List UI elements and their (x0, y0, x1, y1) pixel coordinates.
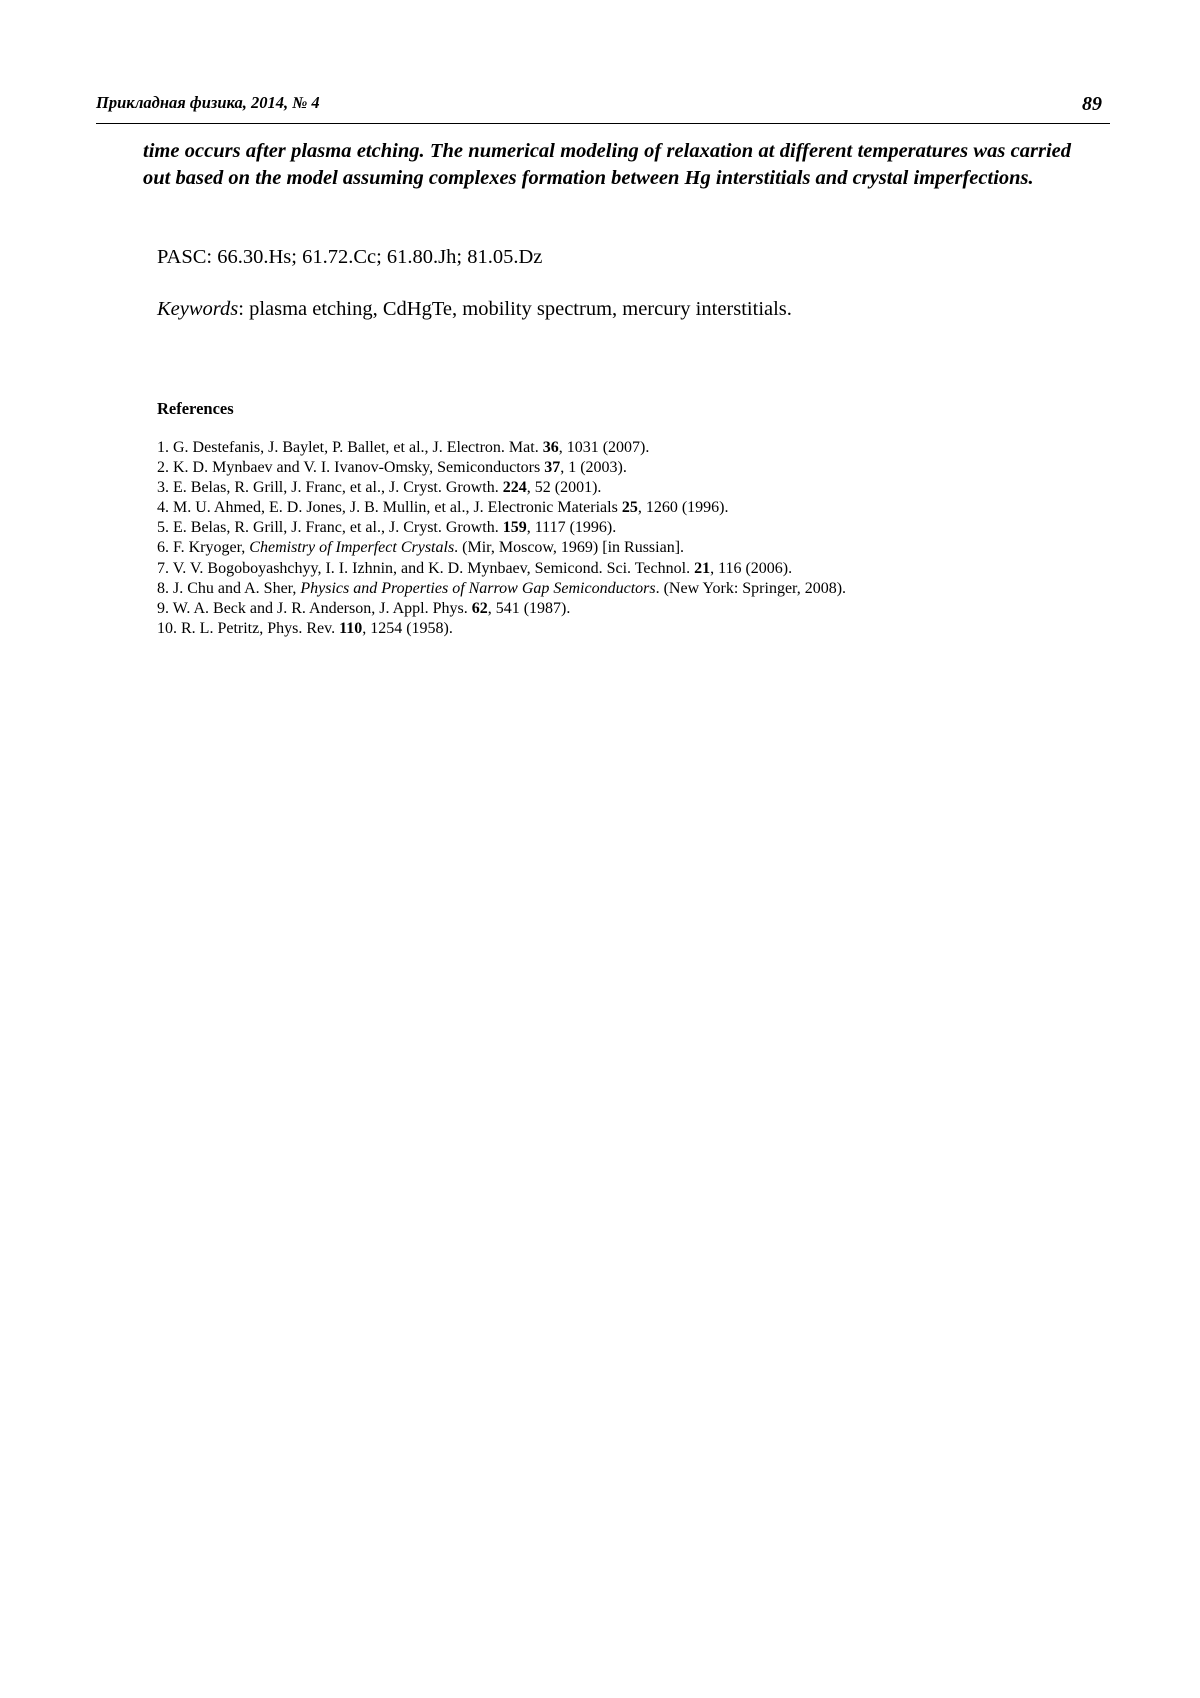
reference-item (157, 478, 846, 498)
reference-authors: F. Kryoger, (173, 539, 250, 557)
reference-authors: E. Belas, R. Grill, J. Franc, et al., J. Cryst. Growth. (173, 519, 503, 537)
reference-number: 10. (157, 619, 177, 637)
reference-details: , 1254 (1958). (362, 619, 453, 637)
reference-details: , 1260 (1996). (637, 499, 729, 517)
reference-authors: K. D. Mynbaev and V. I. Ivanov-Omsky, Semiconductors (173, 459, 545, 477)
reference-volume: 224 (502, 479, 527, 497)
reference-details: , 541 (1987). (487, 599, 571, 617)
references-heading: References (157, 399, 234, 418)
reference-item (157, 599, 846, 619)
reference-authors: R. L. Petritz, Phys. Rev. (181, 619, 340, 637)
reference-details: , 116 (2006). (710, 559, 793, 577)
reference-number: 1. (157, 439, 169, 456)
pasc-codes: PASC: 66.30.Hs; 61.72.Cc; 61.80.Jh; 81.05.Dz (157, 246, 543, 268)
reference-details: , 1031 (2007). (558, 439, 650, 456)
abstract-continuation: time occurs after plasma etching. The numerical modeling of relaxation at different temperatures was carried out based on the model assuming complexes formation between Hg interstitials and crystal imperfections. (143, 140, 1071, 189)
reference-number: 4. (157, 499, 169, 517)
reference-item (157, 538, 846, 558)
reference-number: 7. (157, 559, 169, 577)
reference-volume: 37 (544, 459, 561, 477)
keywords-line (157, 297, 792, 321)
reference-item (157, 498, 846, 518)
reference-volume: 21 (694, 559, 711, 577)
journal-title: Прикладная физика, 2014, № 4 (96, 93, 320, 112)
reference-authors: G. Destefanis, J. Baylet, P. Ballet, et al., J. Electron. Mat. (173, 439, 543, 456)
reference-volume: 36 (542, 439, 559, 456)
reference-authors: W. A. Beck and J. R. Anderson, J. Appl. Phys. (172, 599, 472, 617)
reference-item (157, 518, 846, 538)
reference-number: 6. (157, 539, 169, 557)
reference-item (157, 619, 846, 639)
reference-volume: 159 (502, 519, 527, 537)
references-list (157, 438, 846, 639)
reference-volume: 110 (339, 619, 363, 637)
reference-volume: 25 (621, 499, 638, 517)
reference-details: , 52 (2001). (526, 479, 602, 497)
reference-details: , 1117 (1996). (526, 519, 617, 537)
reference-item (157, 559, 846, 579)
page-number: 89 (1082, 93, 1102, 115)
reference-number: 2. (157, 459, 169, 477)
header-rule (96, 123, 1110, 124)
reference-number: 8. (157, 579, 169, 597)
reference-number: 5. (157, 519, 169, 537)
reference-book-title: Chemistry of Imperfect Crystals (249, 539, 455, 557)
reference-details: . (Mir, Moscow, 1969) [in Russian]. (454, 539, 685, 557)
reference-book-title: Physics and Properties of Narrow Gap Semiconductors (300, 579, 656, 597)
reference-authors: E. Belas, R. Grill, J. Franc, et al., J. Cryst. Growth. (173, 479, 503, 497)
reference-item (157, 458, 846, 478)
reference-authors: J. Chu and A. Sher, (173, 579, 301, 597)
reference-authors: M. U. Ahmed, E. D. Jones, J. B. Mullin, et al., J. Electronic Materials (173, 499, 622, 517)
keywords-label: Keywords (157, 298, 239, 320)
reference-volume: 62 (471, 599, 488, 617)
reference-details: , 1 (2003). (560, 459, 627, 477)
reference-details: . (New York: Springer, 2008). (655, 579, 847, 597)
reference-number: 9. (157, 599, 169, 617)
keywords-text: : plasma etching, CdHgTe, mobility spectrum, mercury interstitials. (238, 298, 792, 320)
reference-item (157, 438, 846, 458)
reference-authors: V. V. Bogoboyashchyy, I. I. Izhnin, and K. D. Mynbaev, Semicond. Sci. Technol. (172, 559, 695, 577)
reference-item (157, 579, 846, 599)
reference-number: 3. (157, 479, 169, 497)
